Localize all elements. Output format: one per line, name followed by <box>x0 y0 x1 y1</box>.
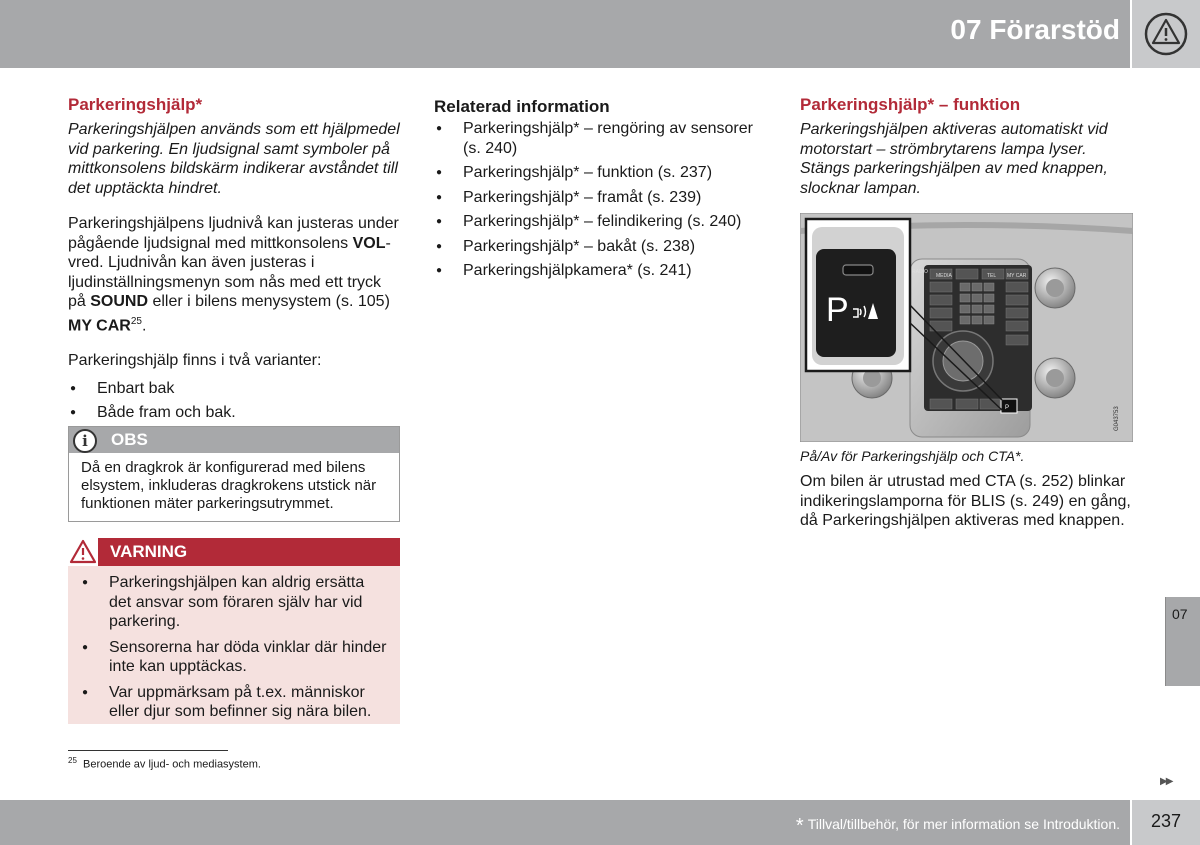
image-reference-id: G043753 <box>1114 406 1120 431</box>
funktion-intro: Parkeringshjälpen aktiveras automatiskt vid motorstart – strömbrytarens lampa lyser. Stängs parkeringshjälpen av med knappen, slocknar lampan. <box>800 121 1108 197</box>
center-console-illustration <box>800 213 1133 442</box>
warning-triangle-icon <box>68 538 98 566</box>
warning-triangle-icon <box>1132 0 1200 68</box>
footnote-ref: 25 <box>130 315 142 327</box>
list-item: ● Både fram och bak. <box>68 403 402 423</box>
column-right <box>800 95 1134 198</box>
section-heading-parkeringshjalp: Parkeringshjälp* <box>68 95 203 114</box>
obs-note-box <box>68 426 400 522</box>
console-label: MEDIA <box>936 273 952 279</box>
list-item: ● Var uppmärksam på t.ex. människor eller djur som befinner sig nära bilen. <box>80 683 388 722</box>
asterisk-icon: * <box>795 815 804 837</box>
chapter-title: 07 Förarstöd <box>950 14 1120 45</box>
obs-text: Då en dragkrok är konfigurerad med bilens elsystem, inkluderas dragkrokens utstick när funktionen mäter parkeringsutrymmet. <box>81 459 377 512</box>
list-item: ● Sensorerna har döda vinklar där hinder inte kan upptäckas. <box>80 638 388 677</box>
variants-list <box>68 379 402 423</box>
warning-icon-box <box>68 538 98 566</box>
related-info-list <box>434 119 774 281</box>
next-page-arrows-icon[interactable]: ▶▶ <box>1160 776 1172 787</box>
list-item: ● Parkeringshjälpen kan aldrig ersätta det ansvar som föraren själv har vid parkering. <box>80 573 388 632</box>
park-assist-button-symbol: P <box>826 291 849 329</box>
related-link[interactable]: ● Parkeringshjälpkamera* (s. 241) <box>434 261 774 281</box>
warning-header <box>68 538 400 566</box>
section-heading-funktion: Parkeringshjälp* – funktion <box>800 95 1021 114</box>
warning-box <box>68 538 400 724</box>
list-item: ● Enbart bak <box>68 379 402 399</box>
page-number: 237 <box>1150 811 1182 831</box>
variants-paragraph: Parkeringshjälp finns i två varianter: <box>68 352 322 370</box>
intro-text: Parkeringshjälpen används som ett hjälpmedel vid parkering. En ljudsignal samt symboler på mittkonsolens bildskärm indikerar avståndet till det upptäckta hindret. <box>68 121 400 197</box>
related-link[interactable]: ● Parkeringshjälp* – felindikering (s. 240) <box>434 212 774 232</box>
info-icon: i <box>73 429 97 453</box>
obs-header <box>69 427 399 453</box>
console-label: TEL <box>987 273 997 279</box>
footnote-rule <box>68 750 228 751</box>
column-left <box>68 95 402 428</box>
obs-label: OBS <box>111 430 148 449</box>
console-drawing <box>800 213 1133 442</box>
svg-text:P: P <box>1005 405 1010 411</box>
console-label: MY CAR <box>1007 273 1027 279</box>
figure-caption: På/Av för Parkeringshjälp och CTA*. <box>800 448 1025 464</box>
warning-list <box>80 573 388 722</box>
footnote: $^{25}$ Beroende av ljud- och mediasystem. <box>68 756 261 771</box>
related-link[interactable]: ● Parkeringshjälp* – rengöring av sensorer (s. 240) <box>434 119 774 158</box>
warning-label: VARNING <box>110 542 188 561</box>
related-link[interactable]: ● Parkeringshjälp* – bakåt (s. 238) <box>434 237 774 257</box>
chapter-side-tab-label: 07 <box>1172 606 1188 622</box>
cta-paragraph: Om bilen är utrustad med CTA (s. 252) blinkar indikeringslamporna för BLIS (s. 249) en gång, då Parkeringshjälpen aktiveras med knappen. <box>800 473 1131 529</box>
header-icon-box <box>1132 0 1200 68</box>
related-link[interactable]: ● Parkeringshjälp* – funktion (s. 237) <box>434 163 774 183</box>
column-middle <box>434 97 774 286</box>
related-link[interactable]: ● Parkeringshjälp* – framåt (s. 239) <box>434 188 774 208</box>
console-label: RADIO <box>912 269 928 275</box>
volume-paragraph: Parkeringshjälpens ljudnivå kan justeras under pågående ljudsignal med mittkonsolens VOL-vred. Ljudnivån kan även justeras i ljudinställningsmenyn som nås med ett tryck på SOUND eller i bilens menysystem (s. 105) MY CAR$^{25}$. <box>68 215 399 334</box>
footer-note: * Tillval/tillbehör, för mer information se Introduktion. <box>795 815 1120 837</box>
related-info-heading: Relaterad information <box>434 97 610 116</box>
